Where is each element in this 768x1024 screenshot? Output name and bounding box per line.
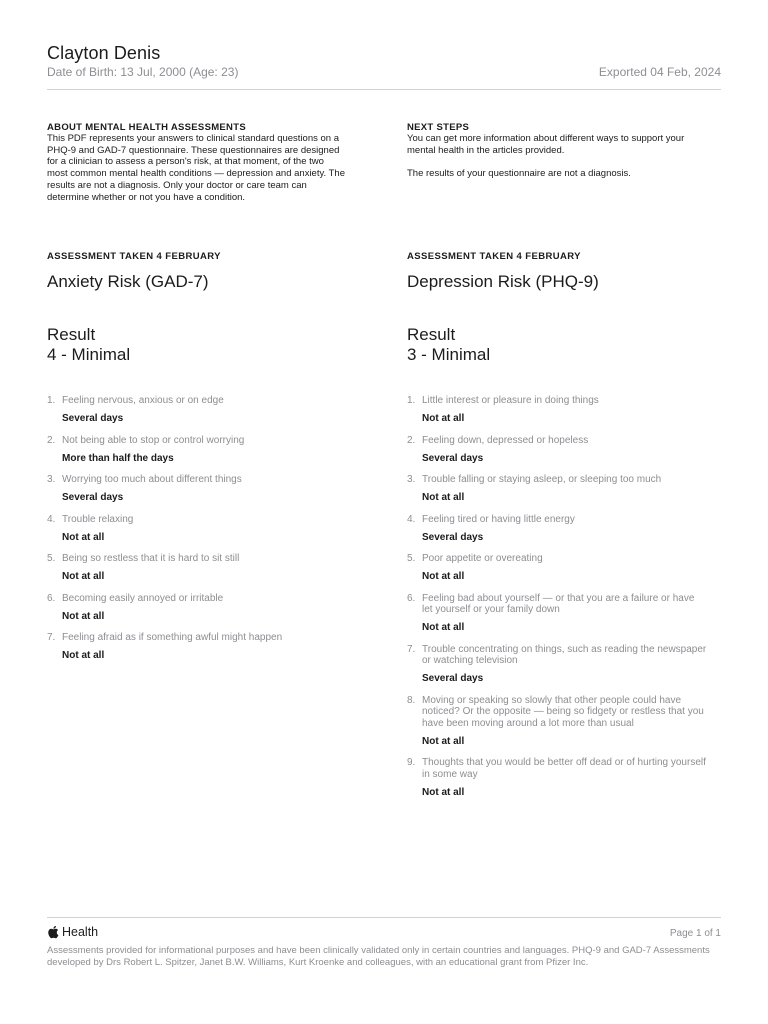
about-body: This PDF represents your answers to clinical standard questions on a PHQ-9 and GAD-7 questionnaire. These questionnaires are designed for a clinician to assess a person's risk, at that moment, of the two most common mental health conditions — depression and anxiety. The results are not a diagnosis. Only your doctor or care team can determine whether or not you have a condition. [47, 133, 346, 203]
phq9-question-list [407, 395, 707, 798]
question-number: 3. [47, 474, 56, 485]
question-answer: Not at all [422, 786, 465, 798]
question-answer: Not at all [422, 571, 465, 582]
question-body [422, 553, 707, 583]
question-body [422, 593, 707, 634]
question-item [407, 593, 707, 634]
question-text: Feeling tired or having little energy [422, 513, 575, 525]
question-text: Thoughts that you would be better off dead or of hurting yourself in some way [422, 757, 706, 780]
question-body [62, 395, 347, 425]
question-answer: Not at all [62, 571, 105, 582]
question-item [407, 435, 707, 465]
question-number: 1. [407, 395, 416, 406]
question-number: 9. [407, 757, 416, 768]
date-of-birth: Date of Birth: 13 Jul, 2000 (Age: 23) [47, 65, 239, 79]
next-steps-section [407, 122, 707, 180]
gad7-title: Anxiety Risk (GAD-7) [47, 272, 209, 291]
about-heading: ABOUT MENTAL HEALTH ASSESSMENTS [47, 122, 246, 133]
question-item [47, 632, 347, 662]
question-body [62, 435, 347, 465]
question-text: Not being able to stop or control worrying [62, 434, 245, 446]
apple-icon [47, 925, 59, 939]
export-date: Exported 04 Feb, 2024 [598, 65, 721, 79]
question-text: Trouble falling or staying asleep, or sleeping too much [422, 474, 662, 485]
question-number: 2. [407, 434, 416, 446]
question-answer: Several days [422, 531, 484, 543]
question-text: Feeling nervous, anxious or on edge [62, 395, 224, 406]
next-steps-body: You can get more information about different ways to support your mental health in the articles provided. The results of your questionnaire are not a diagnosis. [407, 133, 685, 180]
question-body [422, 395, 707, 425]
question-item [47, 593, 347, 623]
question-answer: Not at all [62, 531, 105, 543]
question-answer: Not at all [422, 622, 465, 633]
question-item [407, 553, 707, 583]
question-answer: Not at all [422, 735, 465, 747]
question-number: 7. [47, 632, 56, 643]
question-item [407, 514, 707, 544]
question-item [47, 553, 347, 583]
gad7-result-label: Result [47, 325, 96, 344]
gad7-question-list [47, 395, 347, 662]
question-body [422, 514, 707, 544]
question-text: Little interest or pleasure in doing things [422, 395, 599, 406]
question-answer: More than half the days [62, 452, 174, 464]
phq9-title: Depression Risk (PHQ-9) [407, 272, 599, 291]
question-body [62, 553, 347, 583]
question-answer: Several days [62, 413, 124, 424]
phq9-taken-date: ASSESSMENT TAKEN 4 FEBRUARY [407, 251, 581, 262]
patient-name: Clayton Denis [47, 43, 161, 63]
question-item [407, 695, 707, 748]
question-text: Becoming easily annoyed or irritable [62, 592, 224, 604]
question-body [422, 757, 707, 798]
page-number: Page 1 of 1 [669, 928, 721, 939]
question-text: Worrying too much about different things [62, 474, 242, 485]
brand-label: Health [62, 925, 99, 939]
question-text: Feeling down, depressed or hopeless [422, 434, 589, 446]
next-steps-heading: NEXT STEPS [407, 122, 470, 133]
phq9-result-label: Result [407, 325, 456, 344]
header-divider [47, 89, 721, 90]
question-text: Trouble concentrating on things, such as reading the newspaper or watching television [422, 643, 707, 666]
question-number: 6. [47, 592, 56, 604]
question-item [407, 474, 707, 504]
question-body [62, 593, 347, 623]
question-text: Moving or speaking so slowly that other people could have noticed? Or the opposite — being so fidgety or restless that you have been moving around a lot more than usual [422, 694, 704, 729]
question-item [407, 395, 707, 425]
question-body [422, 474, 707, 504]
question-number: 1. [47, 395, 56, 406]
question-answer: Not at all [62, 610, 105, 622]
question-body [422, 644, 707, 685]
question-body [62, 474, 347, 504]
question-body [422, 435, 707, 465]
question-text: Trouble relaxing [62, 513, 134, 525]
gad7-assessment [47, 251, 347, 672]
phq9-assessment [407, 251, 707, 808]
question-body [62, 632, 347, 662]
report-page [47, 0, 721, 1024]
question-number: 5. [47, 553, 56, 564]
question-item [47, 474, 347, 504]
phq9-result-value: 3 - Minimal [407, 345, 491, 364]
question-body [422, 695, 707, 748]
question-number: 8. [407, 694, 416, 706]
question-answer: Several days [422, 673, 484, 684]
question-answer: Several days [62, 492, 124, 503]
question-item [407, 757, 707, 798]
question-number: 5. [407, 553, 416, 564]
question-answer: Not at all [422, 492, 465, 503]
question-item [47, 514, 347, 544]
question-text: Poor appetite or overeating [422, 553, 543, 564]
question-text: Feeling afraid as if something awful might happen [62, 632, 283, 643]
question-number: 4. [47, 513, 56, 525]
gad7-taken-date: ASSESSMENT TAKEN 4 FEBRUARY [47, 251, 221, 262]
question-number: 4. [407, 513, 416, 525]
question-number: 3. [407, 474, 416, 485]
question-text: Being so restless that it is hard to sit still [62, 553, 240, 564]
question-item [47, 395, 347, 425]
question-number: 6. [407, 592, 416, 604]
question-answer: Several days [422, 452, 484, 464]
gad7-result-value: 4 - Minimal [47, 345, 131, 364]
question-text: Feeling bad about yourself — or that you are a failure or have let yourself or your family down [422, 592, 695, 615]
footer-divider [47, 917, 721, 918]
about-section [47, 122, 347, 203]
question-number: 7. [407, 643, 416, 655]
health-brand [47, 925, 98, 939]
question-number: 2. [47, 434, 56, 446]
footer-disclaimer: Assessments provided for informational purposes and have been clinically validated only in certain countries and languages. PHQ-9 and GAD-7 Assessments developed by Drs Robert L. Spitzer, Janet B.W. Williams, Kurt Kroenke and colleagues, with an educational grant from Pfizer Inc. [47, 945, 710, 968]
question-answer: Not at all [422, 413, 465, 424]
question-item [407, 644, 707, 685]
question-body [62, 514, 347, 544]
question-item [47, 435, 347, 465]
question-answer: Not at all [62, 650, 105, 661]
